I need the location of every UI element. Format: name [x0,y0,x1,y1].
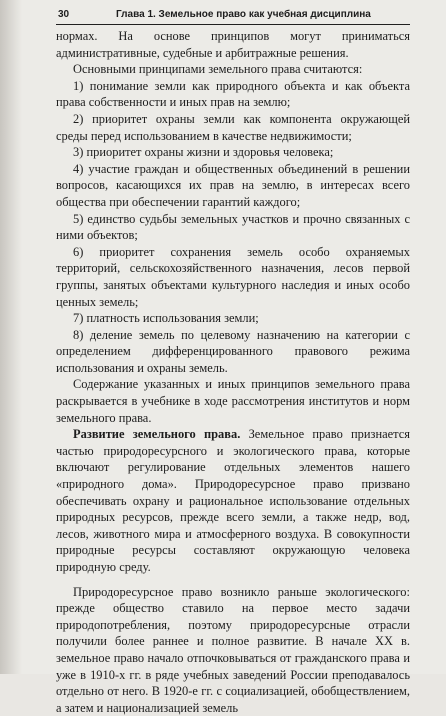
page-binding-shadow [0,0,22,674]
principle-item-7: 7) платность использования земли; [73,311,259,326]
page-header [56,8,410,25]
intro-paragraph: нормах. На основе принципов могут приниматься административные, судебные и арбитражные решения. [56,29,410,60]
principles-heading: Основными принципами земельного права считаются: [73,62,363,77]
principle-item-2: 2) приоритет охраны земли как компонента окружающей среды перед использованием в качестве недвижимости; [56,111,410,143]
development-paragraph [56,426,410,575]
principles-summary: Содержание указанных и иных принципов земельного права раскрывается в учебнике в ходе рассмотрения институтов и норм земельного права. [56,377,410,425]
section-text: Земельное право признается частью природоресурсного и экологического права, которые включают регулирование отдельных элементов нашего «природного дома». Природоресурсное право призвано обеспечивать охрану и рациональное использование отдельных природных ресурсов, прежде всего земли, а также недр, вод, лесов, животного мира и атмосферного воздуха. В совокупности природные ресурсы составляют окружающую человека природную среду. [56,427,410,574]
principle-item-8: 8) деление земель по целевому назначению на категории с определением дифференцированного правового режима использования и охраны земель. [56,327,410,375]
final-paragraph: Природоресурсное право возникло раньше экологического: прежде общество ставило на первое место задачи природопотребления, поэтому природоресурсные отрасли получили более раннее и полное развитие. В начале XX в. земельное право начало отпочковываться от гражданского права и уже в 1910-х гг. в ряде учебных заведений России преподавалось отдельно от него. В 1920-е гг. с социализацией, обобществлением, а затем и национализацией земель [56,584,410,715]
running-title: Глава 1. Земельное право как учебная дисциплина [116,9,371,20]
section-heading: Развитие земельного права. [73,427,241,442]
document-body [56,28,410,716]
page-number: 30 [58,9,70,20]
paragraph-spacer [56,576,410,584]
principle-item-6: 6) приоритет сохранения земель особо охраняемых территорий, сельскохозяйственного назначения, лесов первой группы, занятых объектами культурного наследия и иных особо ценных земель; [56,244,410,309]
principle-item-1: 1) понимание земли как природного объекта и как объекта права собственности и иных прав на землю; [56,78,410,110]
principle-item-3: 3) приоритет охраны жизни и здоровья человека; [73,145,334,160]
principle-item-5: 5) единство судьбы земельных участков и прочно связанных с ними объектов; [56,211,410,243]
principle-item-4: 4) участие граждан и общественных объединений в решении вопросов, касающихся их прав на землю, в интересах всего общества при обеспечении гарантий каждого; [56,161,410,209]
